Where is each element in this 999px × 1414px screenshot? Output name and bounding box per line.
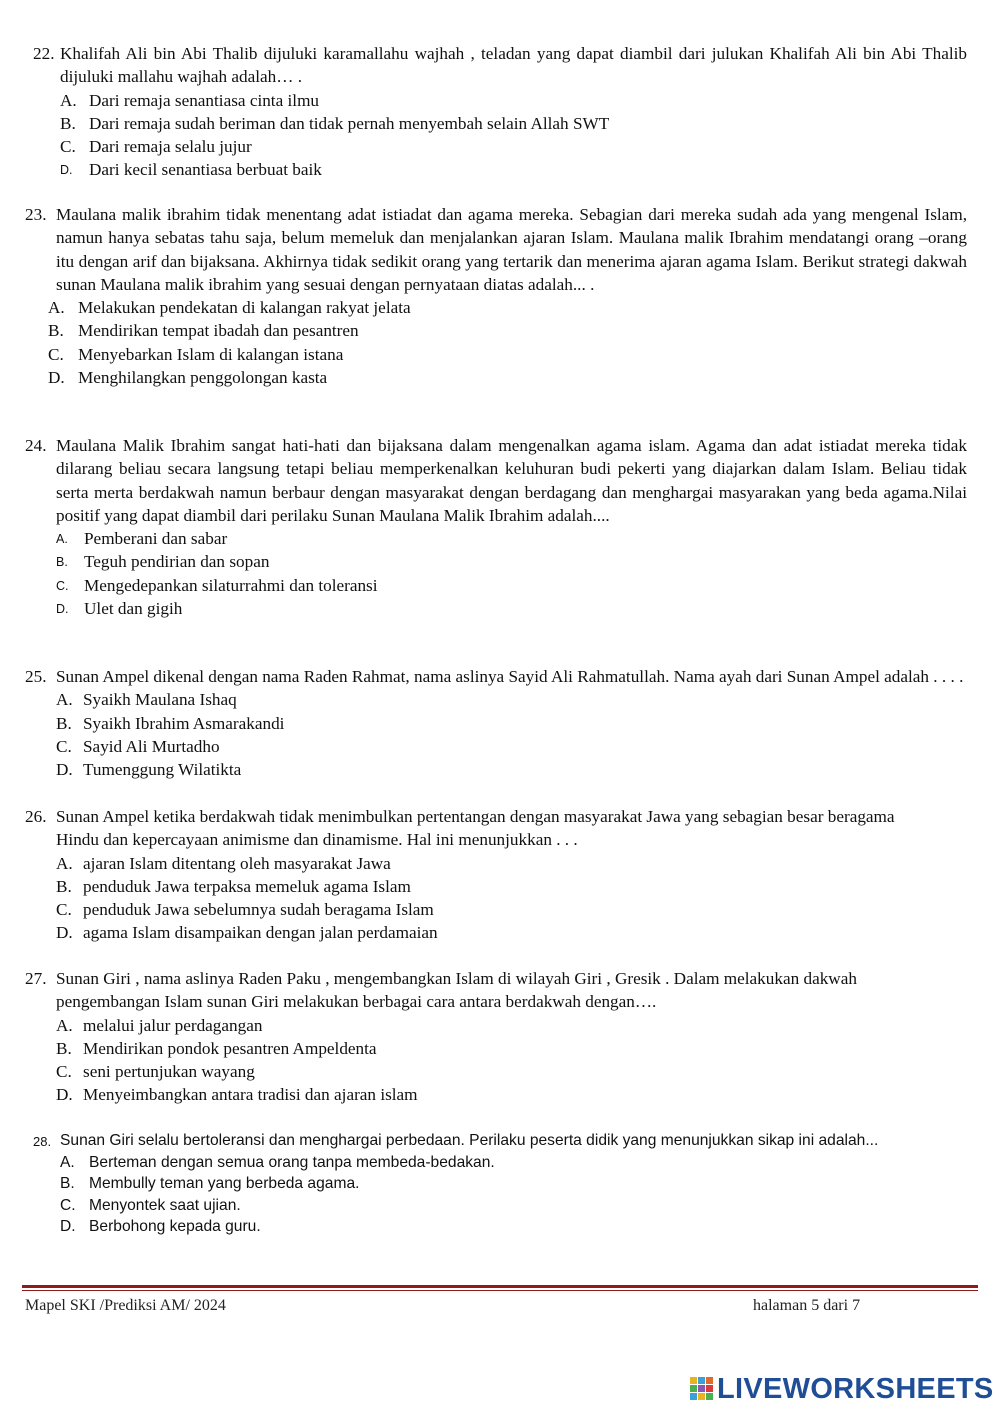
option-text: Dari remaja sudah beriman dan tidak pernah menyembah selain Allah SWT — [89, 113, 610, 133]
option-a[interactable] — [25, 527, 967, 550]
option-c[interactable] — [25, 343, 967, 366]
question-stem — [33, 1130, 953, 1152]
question-27 — [25, 967, 925, 1107]
option-text: Menyontek saat ujian. — [89, 1196, 241, 1214]
option-text: Teguh pendirian dan sopan — [84, 552, 270, 572]
question-number: 24. — [25, 436, 47, 455]
option-b[interactable] — [25, 550, 967, 573]
question-24 — [25, 434, 967, 620]
option-b[interactable] — [33, 1173, 953, 1195]
option-label: B. — [60, 113, 76, 133]
question-23 — [25, 203, 967, 389]
option-label: C. — [48, 344, 64, 364]
question-text: Sunan Giri selalu bertoleransi dan menghargai perbedaan. Perilaku peserta didik yang menunjukkan sikap ini adalah... — [60, 1132, 879, 1149]
option-a[interactable] — [25, 296, 967, 319]
option-label: D. — [56, 1085, 73, 1105]
option-d[interactable] — [25, 921, 925, 944]
question-22 — [33, 42, 967, 182]
question-text: Sunan Ampel dikenal dengan nama Raden Rahmat, nama aslinya Sayid Ali Rahmatullah. Nama ayah dari Sunan Ampel adalah . . . . — [56, 667, 964, 686]
option-text: Dari remaja senantiasa cinta ilmu — [89, 90, 320, 110]
question-stem — [25, 665, 967, 688]
option-b[interactable] — [25, 319, 967, 342]
option-text: Menyebarkan Islam di kalangan istana — [78, 344, 344, 364]
question-number: 23. — [25, 205, 47, 224]
option-text: Berbohong kepada guru. — [89, 1218, 261, 1235]
option-text: agama Islam disampaikan dengan jalan perdamaian — [83, 923, 438, 943]
option-a[interactable] — [33, 89, 967, 112]
option-text: seni pertunjukan wayang — [83, 1062, 255, 1082]
option-text: Mengedepankan silaturrahmi dan toleransi — [84, 575, 378, 595]
option-text: Menyeimbangkan antara tradisi dan ajaran islam — [83, 1085, 418, 1105]
question-text: Sunan Giri , nama aslinya Raden Paku , mengembangkan Islam di wilayah Giri , Gresik . Dalam melakukan dakwah pengembangan Islam sunan Giri melakukan berbagai cara antara berdakwah dengan…. — [56, 969, 857, 1012]
question-number: 25. — [25, 667, 47, 686]
question-stem — [25, 434, 967, 527]
liveworksheets-grid-icon — [690, 1377, 714, 1401]
option-label: C. — [56, 736, 72, 756]
option-label: A. — [48, 298, 65, 318]
question-number: 28. — [33, 1134, 52, 1149]
option-text: penduduk Jawa sebelumnya sudah beragama Islam — [83, 900, 434, 920]
option-label: D. — [56, 760, 73, 780]
question-text: Khalifah Ali bin Abi Thalib dijuluki karamallahu wajhah , teladan yang dapat diambil dari julukan Khalifah Ali bin Abi Thalib dijuluki mallahu wajhah adalah… . — [60, 44, 967, 87]
option-c[interactable] — [25, 1060, 925, 1083]
footer-left: Mapel SKI /Prediksi AM/ 2024 — [25, 1297, 226, 1314]
option-label: C. — [56, 900, 72, 920]
option-label: D. — [60, 1218, 76, 1235]
option-text: Mendirikan tempat ibadah dan pesantren — [78, 321, 359, 341]
question-stem — [25, 967, 925, 1014]
question-stem — [33, 42, 967, 89]
option-text: ajaran Islam ditentang oleh masyarakat Jawa — [83, 853, 391, 873]
question-text: Maulana malik ibrahim tidak menentang adat istiadat dan agama mereka. Sebagian dari mereka sudah ada yang mengenal Islam, namun hanya sebatas tahu saja, belum memeluk dan menjalankan ajaran Islam. Maulana malik Ibrahim mendatangi orang –orang itu dengan arif dan bijaksana. Akhirnya tidak sedikit orang yang tertarik dan menerima ajaran agama Islam. Berikut strategi dakwah sunan Maulana malik ibrahim yang sesuai dengan pernyataan diatas adalah... . — [56, 205, 967, 294]
option-label: D. — [56, 923, 73, 943]
option-d[interactable] — [33, 158, 967, 181]
option-label: B. — [48, 321, 64, 341]
option-c[interactable] — [25, 574, 967, 597]
option-c[interactable] — [25, 735, 967, 758]
option-text: Ulet dan gigih — [84, 599, 183, 619]
option-text: Pemberani dan sabar — [84, 529, 228, 549]
option-c[interactable] — [33, 1195, 953, 1217]
option-a[interactable] — [25, 688, 967, 711]
question-number: 26. — [25, 807, 47, 826]
option-label: A. — [56, 690, 73, 710]
option-d[interactable] — [25, 758, 967, 781]
option-text: Dari remaja selalu jujur — [89, 137, 252, 157]
option-text: Syaikh Ibrahim Asmarakandi — [83, 713, 285, 733]
option-label: C. — [56, 578, 69, 593]
option-label: A. — [60, 90, 77, 110]
option-label: C. — [60, 1196, 76, 1214]
option-label: D. — [56, 602, 69, 617]
option-label: A. — [56, 532, 68, 547]
option-b[interactable] — [25, 1037, 925, 1060]
footer-rule-thin — [22, 1290, 978, 1291]
option-d[interactable] — [25, 366, 967, 389]
question-stem — [25, 203, 967, 296]
question-stem — [25, 805, 925, 852]
option-a[interactable] — [33, 1152, 953, 1174]
option-b[interactable] — [33, 112, 967, 135]
option-text: Berteman dengan semua orang tanpa membeda-bedakan. — [89, 1153, 495, 1171]
option-text: penduduk Jawa terpaksa memeluk agama Islam — [83, 876, 411, 896]
question-text: Sunan Ampel ketika berdakwah tidak menimbulkan pertentangan dengan masyarakat Jawa yang sebagian besar beragama Hindu dan kepercayaan animisme dan dinamisme. Hal ini menunjukkan . . . — [56, 807, 895, 850]
option-label: A. — [60, 1153, 75, 1171]
question-number: 27. — [25, 969, 47, 988]
option-label: D. — [48, 368, 65, 388]
option-label: B. — [56, 1038, 72, 1058]
option-label: D. — [60, 163, 73, 178]
option-label: A. — [56, 853, 73, 873]
liveworksheets-logo[interactable] — [690, 1372, 994, 1406]
option-b[interactable] — [25, 875, 925, 898]
option-text: Syaikh Maulana Ishaq — [83, 690, 237, 710]
option-label: C. — [60, 137, 76, 157]
option-text: Melakukan pendekatan di kalangan rakyat jelata — [78, 298, 411, 318]
question-text: Maulana Malik Ibrahim sangat hati-hati dan bijaksana dalam mengenalkan agama islam. Agama dan adat istiadat mereka tidak dilarang beliau secara langsung tetapi beliau memperkenalkan keluhuran budi pekerti yang diajarkan dalam Islam. Beliau tidak serta merta berdakwah namun berbaur dengan masyarakat dengan berdagang dan menghargai masyarakan yang beda agama.Nilai positif yang dapat diambil dari perilaku Sunan Maulana Malik Ibrahim adalah.... — [56, 436, 967, 525]
logo-text: LIVEWORKSHEETS — [717, 1372, 994, 1405]
option-label: B. — [56, 713, 72, 733]
option-c[interactable] — [25, 898, 925, 921]
option-label: B. — [56, 876, 72, 896]
option-a[interactable] — [25, 852, 925, 875]
option-d[interactable] — [25, 597, 967, 620]
option-b[interactable] — [25, 712, 967, 735]
option-label: A. — [56, 1015, 73, 1035]
option-a[interactable] — [25, 1014, 925, 1037]
question-28 — [33, 1130, 953, 1238]
question-25 — [25, 665, 967, 781]
option-text: Tumenggung Wilatikta — [83, 760, 242, 780]
option-text: melalui jalur perdagangan — [83, 1015, 263, 1035]
option-c[interactable] — [33, 135, 967, 158]
option-label: B. — [56, 555, 68, 570]
option-d[interactable] — [25, 1083, 925, 1106]
option-text: Menghilangkan penggolongan kasta — [78, 368, 328, 388]
option-text: Dari kecil senantiasa berbuat baik — [89, 160, 322, 180]
option-text: Sayid Ali Murtadho — [83, 736, 220, 756]
option-text: Membully teman yang berbeda agama. — [89, 1175, 360, 1192]
question-number: 22. — [33, 44, 55, 63]
footer-page-number: halaman 5 dari 7 — [753, 1297, 861, 1314]
footer-rule-thick — [22, 1285, 978, 1288]
option-label: C. — [56, 1062, 72, 1082]
option-text: Mendirikan pondok pesantren Ampeldenta — [83, 1038, 377, 1058]
question-26 — [25, 805, 925, 945]
option-d[interactable] — [33, 1216, 953, 1238]
option-label: B. — [60, 1175, 75, 1192]
